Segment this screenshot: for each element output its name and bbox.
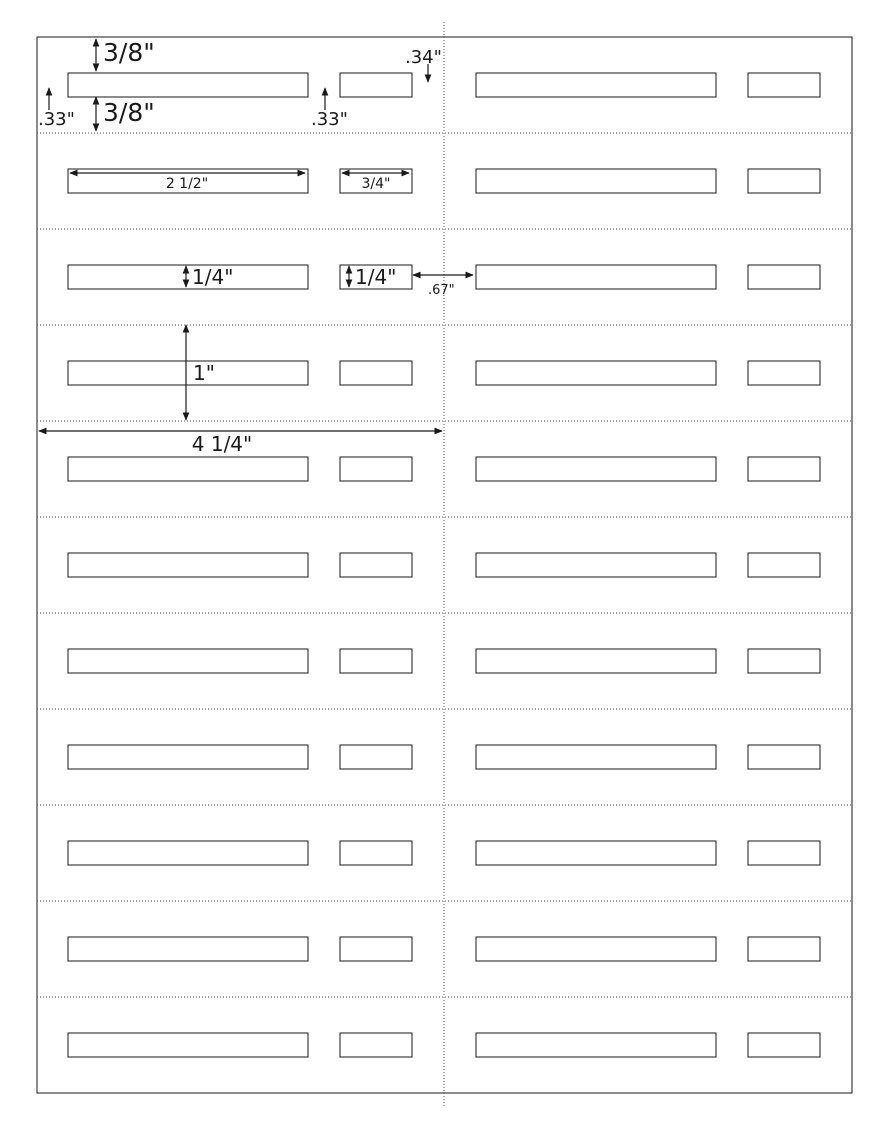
small-label-width-label: 3/4" — [361, 176, 391, 192]
small-label-offset-label: .33" — [311, 109, 348, 130]
top-margin-label: 3/8" — [103, 38, 155, 67]
row-pitch-label: 1" — [193, 361, 215, 385]
wide-label-width-label: 2 1/2" — [165, 176, 209, 192]
column-gap-label: .67" — [428, 283, 455, 298]
small-label-right-gap-label: .34" — [405, 47, 442, 68]
left-offset-label: .33" — [38, 109, 75, 130]
cell-top-gap-label: 3/8" — [103, 98, 155, 127]
wide-label-height-label: 1/4" — [192, 265, 234, 289]
column-width-label: 4 1/4" — [191, 432, 253, 456]
small-label-height-label: 1/4" — [355, 265, 397, 289]
